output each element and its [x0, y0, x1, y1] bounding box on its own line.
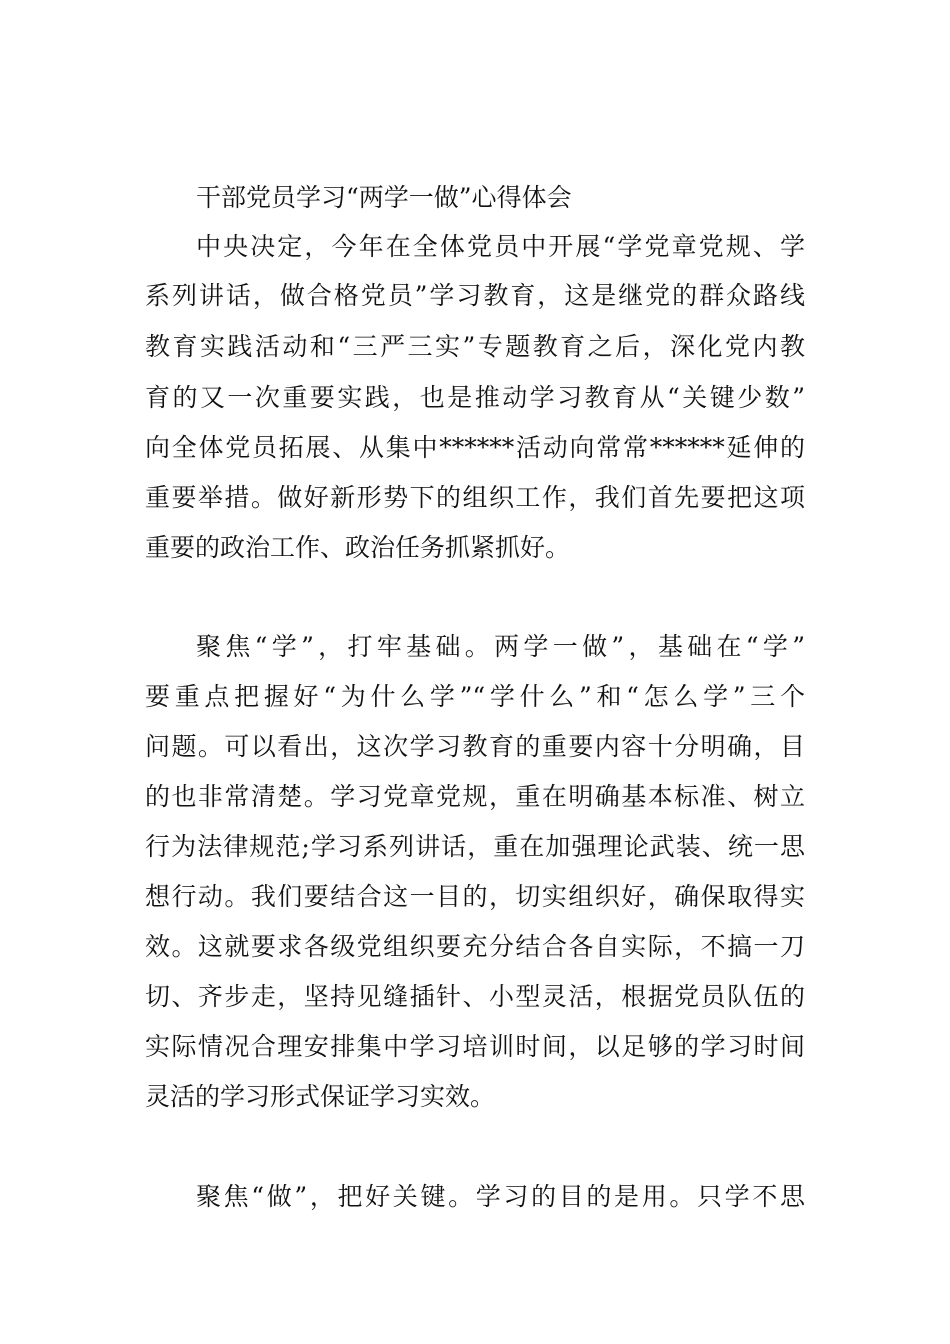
paragraph-2-line-5: 行为法律规范;学习系列讲话，重在加强理论武装、统一思	[145, 832, 805, 861]
paragraph-1-line-1: 中央决定，今年在全体党员中开展“学党章党规、学	[196, 232, 805, 261]
document-title: 干部党员学习“两学一做”心得体会	[196, 183, 572, 212]
paragraph-1-line-7: 重要的政治工作、政治任务抓紧抓好。	[145, 533, 571, 562]
paragraph-1-line-5: 向全体党员拓展、从集中******活动向常常******延伸的	[145, 433, 805, 462]
paragraph-2-line-9: 实际情况合理安排集中学习培训时间，以足够的学习时间	[145, 1032, 805, 1061]
paragraph-2-line-3: 问题。可以看出，这次学习教育的重要内容十分明确，目	[145, 732, 805, 761]
paragraph-2-line-10: 灵活的学习形式保证学习实效。	[145, 1082, 496, 1111]
paragraph-2-line-6: 想行动。我们要结合这一目的，切实组织好，确保取得实	[145, 882, 805, 911]
paragraph-1-line-2: 系列讲话，做合格党员”学习教育，这是继党的群众路线	[145, 281, 805, 310]
paragraph-1-line-6: 重要举措。做好新形势下的组织工作，我们首先要把这项	[145, 483, 805, 512]
paragraph-2-line-2: 要重点把握好“为什么学”“学什么”和“怎么学”三个	[145, 682, 805, 711]
paragraph-1-line-4: 育的又一次重要实践，也是推动学习教育从“关键少数”	[145, 383, 805, 412]
paragraph-2-line-1: 聚焦“学”，打牢基础。两学一做”，基础在“学”	[196, 632, 805, 661]
paragraph-3-line-1: 聚焦“做”，把好关键。学习的目的是用。只学不思	[196, 1182, 805, 1211]
paragraph-1-line-3: 教育实践活动和“三严三实”专题教育之后，深化党内教	[145, 332, 805, 361]
paragraph-2-line-8: 切、齐步走，坚持见缝插针、小型灵活，根据党员队伍的	[145, 982, 805, 1011]
paragraph-2-line-4: 的也非常清楚。学习党章党规，重在明确基本标准、树立	[145, 782, 805, 811]
paragraph-2-line-7: 效。这就要求各级党组织要充分结合各自实际，不搞一刀	[145, 932, 805, 961]
